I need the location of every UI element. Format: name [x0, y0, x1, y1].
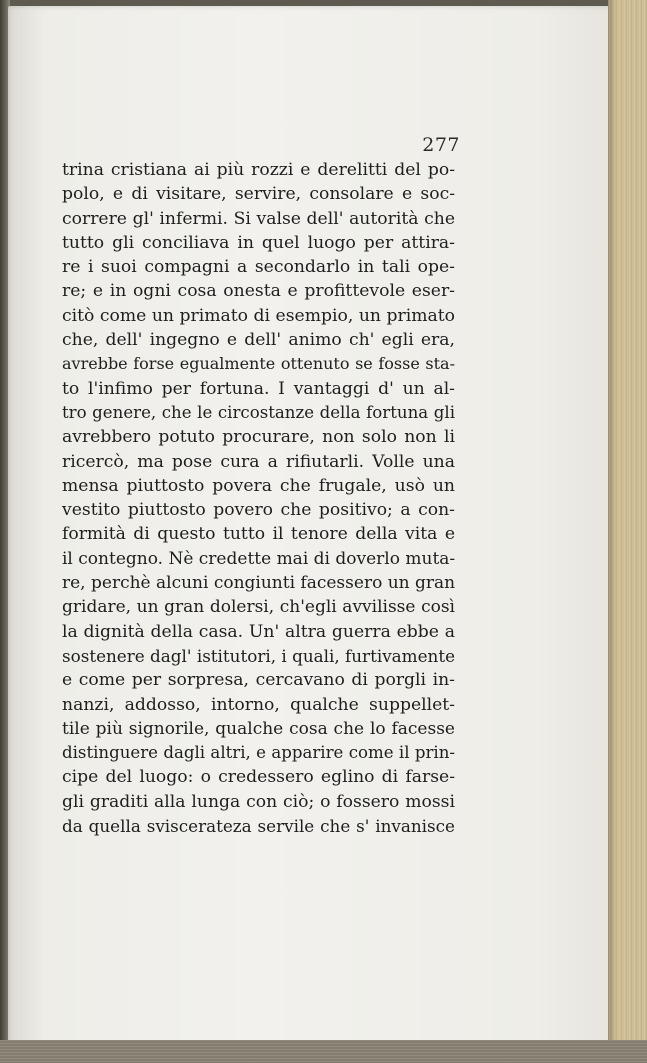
text-line: distinguere dagli altri, e apparire come il prin-	[62, 743, 455, 763]
page-number: 277	[422, 134, 460, 156]
fore-edge-shadow	[608, 0, 616, 1063]
text-line: che, dell' ingegno e dell' animo ch' egli era,	[62, 330, 455, 351]
text-line: re, perchè alcuni congiunti facessero un gran	[62, 573, 456, 594]
text-line: gli graditi alla lunga con ciò; o fossero mossi	[62, 791, 455, 812]
text-line: e come per sorpresa, cercavano di porgli in-	[62, 670, 455, 691]
text-line: tutto gli conciliava in quel luogo per attira-	[62, 232, 455, 253]
text-line: tro genere, che le circostanze della fortuna gli	[62, 402, 455, 422]
text-line: avrebbe forse egualmente ottenuto se fosse sta-	[62, 354, 455, 374]
text-line: tile più signorile, qualche cosa che lo facesse	[62, 718, 455, 739]
text-line: avrebbero potuto procurare, non solo non li	[62, 427, 455, 448]
text-line: vestito piuttosto povero che positivo; a con-	[62, 500, 455, 521]
text-line: to l'infimo per fortuna. I vantaggi d' un al-	[62, 378, 455, 399]
text-line: gridare, un gran dolersi, ch'egli avvilisse così	[62, 597, 455, 618]
text-line: trina cristiana ai più rozzi e derelitti del po-	[62, 160, 455, 180]
text-line: re; e in ogni cosa onesta e profittevole eser-	[62, 281, 455, 302]
text-line: polo, e di visitare, servire, consolare e soc-	[62, 184, 455, 205]
text-line: nanzi, addosso, intorno, qualche suppellet-	[62, 694, 455, 715]
text-line: ricercò, ma pose cura a rifiutarli. Volle una	[62, 451, 455, 472]
text-line: formità di questo tutto il tenore della vita e	[62, 524, 455, 545]
text-line: cipe del luogo: o credessero eglino di farse-	[62, 767, 455, 788]
text-line: mensa piuttosto povera che frugale, usò un	[62, 475, 455, 496]
text-line: re i suoi compagni a secondarlo in tali ope-	[62, 257, 455, 278]
page-bottom-edge	[0, 1040, 647, 1063]
text-line: il contegno. Nè credette mai di doverlo muta-	[62, 548, 456, 569]
body-text	[62, 158, 455, 838]
text-line: la dignità della casa. Un' altra guerra ebbe a	[62, 621, 455, 642]
text-line: citò come un primato di esempio, un primato	[62, 305, 455, 326]
text-line: da quella sviscerateza servile che s' invanisce	[62, 816, 455, 837]
text-line: sostenere dagl' istitutori, i quali, furtivamente	[62, 645, 455, 666]
text-line: correre gl' infermi. Si valse dell' autorità che	[62, 208, 455, 229]
